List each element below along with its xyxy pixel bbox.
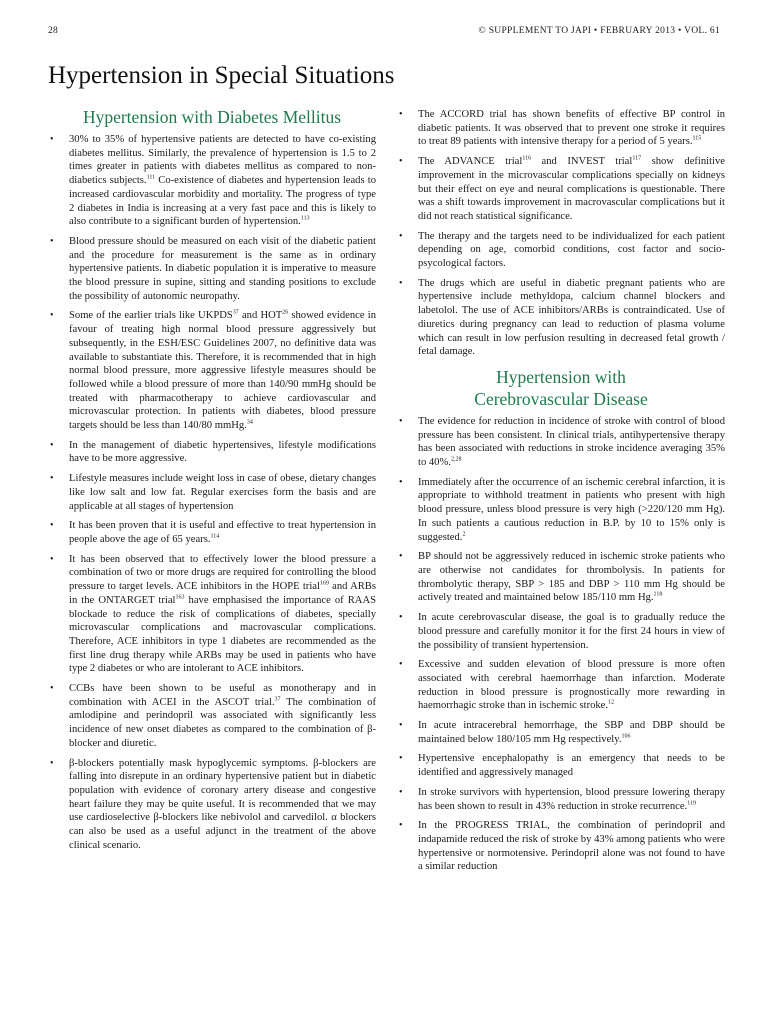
bullet-icon: •: [399, 551, 403, 563]
list-item: [397, 155, 725, 224]
section-title-diabetes: Hypertension with Diabetes Mellitus: [82, 107, 342, 127]
list-item: [397, 277, 725, 359]
list-item-text: β-blockers potentially mask hypoglycemic symptoms. β-blockers are falling into disrepute in an ordinary hypertensive patient but in diabetic population with evidence of coronary artery disease and congestive heart failure they may be quite useful. It is recommended that we may use cardioselective β-blockers like nebivolol and carvedilol. α blockers can also be used as a useful adjunct in the treatment of the above clinical scenario.: [69, 757, 376, 851]
list-item: [48, 682, 376, 751]
list-item-text: In stroke survivors with hypertension, blood pressure lowering therapy has been shown to result in 43% reduction in stroke recurrence.$^{119}$: [418, 786, 725, 812]
page-number: 28: [48, 26, 59, 36]
bullet-icon: •: [50, 553, 54, 565]
list-item: [48, 757, 376, 853]
list-item: [397, 108, 725, 149]
list-item-text: The ADVANCE trial$^{116}$ and INVEST trial$^{117}$ show definitive improvement in the microvascular complications specially on kidneys but their effect on eye and neural complications is questionable. There was a shift towards improvement in macrovascular complications but it did not reach statistical significance.: [418, 155, 726, 222]
bullet-icon: •: [399, 753, 403, 765]
bullet-icon: •: [399, 109, 403, 120]
list-item-text: 30% to 35% of hypertensive patients are detected to have co-existing diabetes mellitus. Similarly, the prevalence of hypertension is 1.5 to 2 times greater in patients with diabetes mellitus as compared to non-diabetics subjects.$^{111}$ Co-existence of diabetes and hypertension leads to increased cardiovascular morbidity and mortality. The progress of type 2 diabetes in India is increasing at a very fast pace and this is likely to also contribute to a significant burden of hypertension.$^{113}$: [69, 134, 376, 228]
list-item-text: In acute intracerebral hemorrhage, the SBP and DBP should be maintained below 180/105 mm Hg respectively.$^{106}$: [418, 720, 725, 745]
list-item-text: Lifestyle measures include weight loss in case of obese, dietary changes like low salt and low fat. Regular exercises form the basis and are applicable at all stages of hypertension: [69, 473, 376, 512]
journal-citation: © SUPPLEMENT TO JAPI • FEBRUARY 2013 • VOL. 61: [478, 26, 720, 36]
bullet-icon: •: [50, 683, 54, 695]
bullet-icon: •: [50, 134, 54, 145]
bullet-icon: •: [399, 820, 403, 832]
list-item: [397, 752, 725, 779]
list-item-text: Excessive and sudden elevation of blood pressure is more often associated with cerebral haemorrhage than infarction. Moderate reduction in blood pressure is prognostically more rewarding in haemorrhagic stroke than in ischemic stroke.$^{12}$: [418, 659, 725, 712]
diabetes-bullet-list: [48, 133, 376, 852]
list-item: [397, 230, 725, 271]
list-item-text: Blood pressure should be measured on each visit of the diabetic patient and the procedure for measurement is the same as in ordinary hypertensive patients. In diabetic population it is imperative to measure the blood pressure in supine, sitting and standing positions to exclude the possibility of autonomic neuropathy.: [69, 235, 376, 302]
list-item: [397, 550, 725, 605]
list-item: [48, 439, 376, 466]
bullet-icon: •: [399, 476, 403, 488]
list-item-text: The ACCORD trial has shown benefits of effective BP control in diabetic patients. It was observed that to prevent one stroke it requires to treat 89 patients with intensive therapy for a period of 5 years.$^{115}$: [418, 109, 725, 148]
list-item: [397, 476, 725, 545]
list-item: [397, 658, 725, 713]
bullet-icon: •: [50, 235, 54, 247]
list-item: [48, 235, 376, 304]
list-item: [397, 415, 725, 470]
list-item: [48, 133, 376, 229]
list-item-text: In the management of diabetic hypertensives, lifestyle modifications have to be more aggressive.: [69, 439, 376, 465]
list-item-text: It has been proven that it is useful and effective to treat hypertension in people above the age of 65 years.$^{114}$: [69, 520, 376, 545]
bullet-icon: •: [50, 473, 54, 485]
bullet-icon: •: [399, 415, 403, 427]
section-title-line-1: Hypertension with: [496, 366, 626, 387]
cerebrovascular-bullet-list: [397, 415, 725, 874]
list-item-text: In acute cerebrovascular disease, the goal is to gradually reduce the blood pressure and carefully monitor it for the first 24 hours in view of the possibility of transient hypertension.: [418, 612, 725, 651]
right-column: [397, 108, 725, 880]
bullet-icon: •: [399, 659, 403, 671]
list-item: [48, 309, 376, 432]
bullet-icon: •: [399, 277, 403, 289]
list-item-text: It has been observed that to effectively lower the blood pressure a combination of two or more drugs are required for controlling the blood pressure to target levels. ACE inhibitors in the HOPE trial$^{169}$ and ARBs in the ONTARGET trial$^{163}$ have emphasised the importance of RAAS blockade to reduce the risk of complications of diabetes, specially microvascular complications and macrovascular complications. Therefore, ACE inhibitors in type 1 diabetes are recommended as the first line drug therapy while ARBs may be used in patients who have type 2 diabetes or who are intolerant to ACE inhibitors.: [69, 553, 376, 675]
bullet-icon: •: [50, 310, 54, 322]
diabetes-bullet-list-continued: [397, 108, 725, 359]
list-item: [397, 611, 725, 652]
bullet-icon: •: [50, 757, 54, 769]
list-item-text: Immediately after the occurrence of an ischemic cerebral infarction, it is appropriate to withhold treatment in patients who present with high blood pressure, unless blood pressure is very high (>220/120 mm Hg). In such patients a cautious reduction in B.P. by 10 to 15% only is suggested.$^2$: [418, 476, 725, 543]
list-item-text: The therapy and the targets need to be individualized for each patient depending on age, comorbid conditions, cost factor and socio-psycological factors.: [418, 230, 725, 270]
bullet-icon: •: [50, 439, 54, 451]
list-item-text: The evidence for reduction in incidence of stroke with control of blood pressure has been consistent. In clinical trials, antihypertensive therapy has been associated with reductions in stroke incidence averaging 35% to 40%.$^{2,28}$: [418, 415, 725, 469]
list-item-text: BP should not be aggressively reduced in ischemic stroke patients who are otherwise not candidates for thrombolysis. In patients for thrombolytic therapy, SBP > 185 and DBP > 110 mm Hg should be actively treated and maintained below 185/110 mm Hg.$^{118}$: [418, 551, 725, 604]
list-item-text: Hypertensive encephalopathy is an emergency that needs to be identified and aggressively managed: [418, 753, 725, 779]
bullet-icon: •: [399, 230, 403, 242]
list-item-text: The drugs which are useful in diabetic pregnant patients who are hypertensive include methyldopa, calcium channel blockers and labetolol. The use of ACE inhibitors/ARBs is contraindicated. Use of diuretics during pregnancy can lead to reduction of plasma volume which can result in low perfusion resulting in decreased fetal growth / fetal damage.: [418, 277, 725, 358]
bullet-icon: •: [399, 786, 403, 798]
bullet-icon: •: [399, 156, 403, 168]
list-item: [48, 519, 376, 546]
bullet-icon: •: [399, 612, 403, 624]
bullet-icon: •: [50, 520, 54, 532]
list-item: [397, 819, 725, 874]
list-item-text: In the PROGRESS TRIAL, the combination of perindopril and indapamide reduced the risk of stroke by 43% among patients who were hypertensive or normotensive. Perindopril alone was not found to have a similar reduction: [418, 820, 725, 873]
running-header: [48, 26, 720, 40]
page-title: Hypertension in Special Situations: [48, 62, 395, 89]
list-item-text: CCBs have been shown to be useful as monotherapy and in combination with ACEI in the ASCOT trial.$^{37}$ The combination of amlodipine and perindopril was associated with significantly less incidence of new onset diabetes as compared to the combination of β-blocker and diuretic.: [69, 683, 376, 749]
section-title-cerebrovascular: [397, 366, 725, 410]
list-item: [397, 719, 725, 746]
list-item: [397, 786, 725, 813]
left-column: [48, 106, 376, 858]
list-item: [48, 553, 376, 676]
list-item: [48, 472, 376, 513]
section-title-line-2: Cerebrovascular Disease: [474, 388, 648, 409]
list-item-text: Some of the earlier trials like UKPDS$^{37}$ and HOT$^{26}$ showed evidence in favour of treating high normal blood pressure aggressively but subsequently, in the ESH/ESC Guidelines 2007, no definitive data was available to substantiate this. Therefore, it is recommended that in high normal blood pressure, more aggressive lifestyle measures should be followed while a blood pressure of more than 140/90 mmHg should be treated with pharmacotherapy to achieve cardiovascular and microvascular protection. In patients with diabetes, blood pressure targets should be less than 140/80 mmHg.$^{34}$: [69, 309, 376, 432]
bullet-icon: •: [399, 720, 403, 732]
